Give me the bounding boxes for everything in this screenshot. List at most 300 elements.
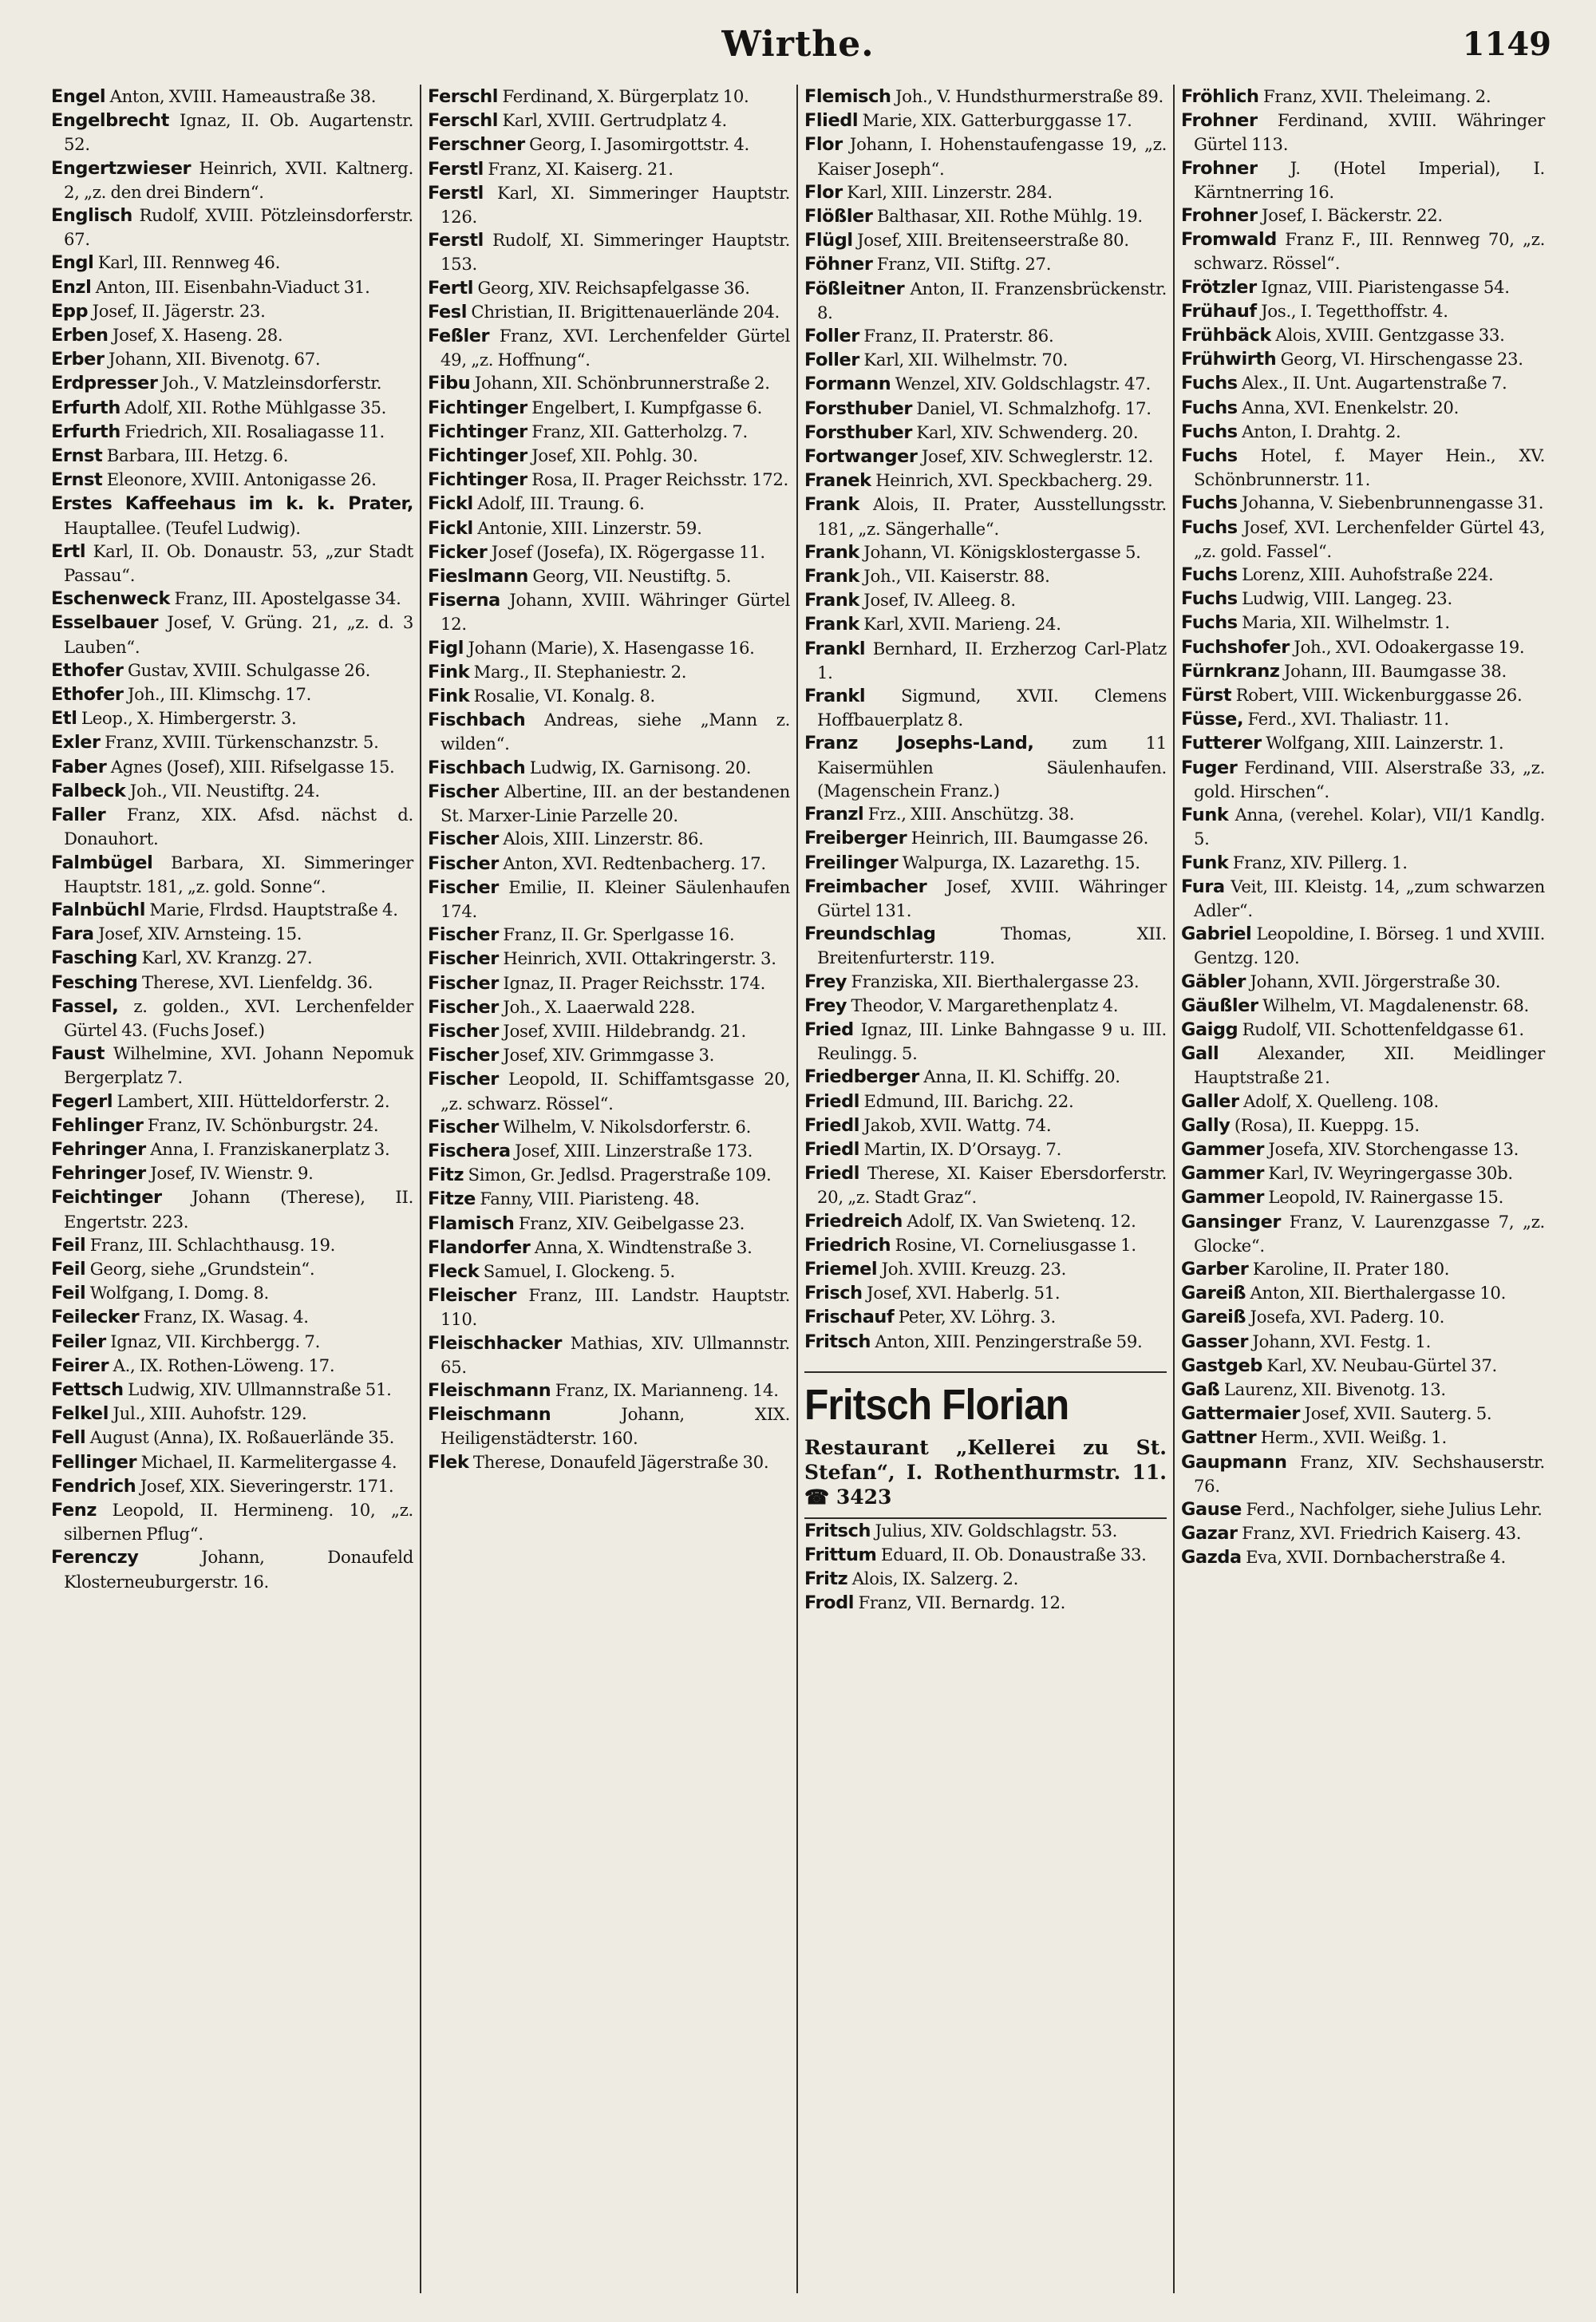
entry-gap [854,1019,861,1039]
list-item [1181,1018,1545,1042]
entry-gap [1258,158,1290,178]
list-item [428,85,790,109]
entry-details: Alois, XIII. Linzerstr. 86. [503,829,704,849]
entry-name: Frühauf [1181,300,1257,322]
entry-name: Gammer [1181,1138,1264,1160]
entry-details: Alex., II. Unt. Augartenstraße 7. [1242,373,1507,394]
list-item [1181,1137,1545,1161]
list-item [804,324,1167,348]
list-item [1181,371,1545,395]
entry-name: Erben [51,325,109,346]
entry-details: Josef, XIX. Sieveringerstr. 171. [140,1475,394,1496]
entry-details: Theodor, V. Margarethenplatz 4. [851,995,1119,1015]
list-item [428,444,790,468]
list-item [804,1090,1167,1114]
entry-details: Franz, III. Schlachthausg. 19. [89,1234,336,1255]
entry-name: Frey [804,971,847,992]
list-item [428,971,790,995]
list-item [428,1284,790,1331]
list-item [428,300,790,324]
list-item [428,923,790,947]
entry-details: Wolfgang, I. Domg. 8. [89,1283,269,1303]
entry-details: Emilie, II. Kleiner Säulenhaufen 174. [440,876,790,921]
entry-details: A., IX. Rothen-Löweng. 17. [113,1355,335,1375]
entry-name: Flemisch [804,86,891,107]
list-item [51,492,413,539]
entry-details: Franz, XI. Kaiserg. 21. [488,158,674,179]
entry-name: Frühbäck [1181,325,1271,346]
entry-details: Karl, XIV. Schwenderg. 20. [916,421,1139,442]
entry-gap [865,686,901,706]
list-item [804,922,1167,969]
entry-name: Gattermaier [1181,1403,1301,1425]
entry-details: Josef, XVII. Sauterg. 5. [1304,1403,1492,1424]
list-item [51,371,413,395]
entry-details: Lambert, XIII. Hütteldorferstr. 2. [117,1090,390,1111]
entry-name: Gaigg [1181,1019,1238,1040]
entry-details: Ludwig, IX. Garnisong. 20. [529,757,752,777]
entry-name: Fehringer [51,1138,146,1160]
list-item [804,180,1167,204]
entry-details: Ignaz, VII. Kirchbergg. 7. [110,1331,321,1351]
entry-name: Flügl [804,230,853,251]
entry-details: Anton, XVIII. Hameaustraße 38. [109,86,377,106]
entry-details: Fanny, VIII. Piaristeng. 48. [480,1189,700,1209]
entry-name: Fichtinger [428,445,527,467]
entry-details: Franz, XIX. Afsd. nächst d. Donauhort. [64,805,413,849]
list-item [804,397,1167,421]
entry-gap [1281,1212,1290,1232]
entry-name: Fischer [428,1069,499,1090]
list-item [804,348,1167,372]
entry-name: Fegerl [51,1090,113,1112]
entry-name: Formann [804,374,891,395]
entry-name: Fichtinger [428,469,527,491]
advertisement-box [804,1371,1167,1519]
entry-name: Gammer [1181,1163,1264,1185]
entry-gap [118,996,133,1016]
entry-details: Franz F., III. Rennweg 70, „z. schwarz. Rössel“. [1194,229,1546,274]
list-item [428,133,790,156]
entry-details: Franz, III. Apostelgasse 34. [174,588,401,609]
list-item [428,827,790,851]
entry-name: Garber [1181,1258,1249,1280]
list-item [428,1115,790,1139]
list-item [804,109,1167,133]
entry-details: Josef, IV. Wienstr. 9. [150,1163,314,1184]
entry-details: Leopold, IV. Rainergasse 15. [1268,1187,1504,1208]
entry-name: Ethofer [51,659,124,681]
entry-details: Rudolf, XI. Simmeringer Hauptstr. 153. [440,230,791,275]
list-item [51,85,413,109]
list-item [428,1331,790,1379]
list-item [428,228,790,275]
entry-name: Flor [804,134,843,156]
list-item [804,684,1167,731]
entry-details: Johann, XVI. Festg. 1. [1252,1331,1432,1351]
entry-details: Johanna, V. Siebenbrunnengasse 31. [1242,492,1544,513]
list-item [428,1212,790,1236]
entry-name: Frisch [804,1283,863,1304]
entry-name: Franz Josephs-Land, [804,733,1034,754]
list-item [51,1042,413,1089]
entry-details: (Rosa), II. Kueppg. 15. [1234,1114,1420,1135]
entry-name: Freimbacher [804,876,927,897]
entry-name: Gansinger [1181,1211,1282,1232]
entry-gap [499,781,504,801]
list-item [51,1161,413,1185]
entry-gap [1258,110,1278,130]
entry-details: Hauptallee. (Teufel Ludwig). [64,517,301,538]
entry-details: Lorenz, XIII. Auhofstraße 224. [1242,564,1494,585]
entry-name: Franzl [804,804,864,825]
entry-details: Marie, XIX. Gatterburggasse 17. [862,110,1132,131]
entry-name: Gazar [1181,1523,1238,1545]
list-item [804,1209,1167,1233]
entry-details: Josef, XIV. Schweglerstr. 12. [921,446,1154,467]
list-item [51,251,413,275]
entry-details: Joh., X. Laaerwald 228. [503,996,696,1017]
entry-details: Alexander, XII. Meidlinger Hauptstraße 21. [1194,1043,1545,1088]
entry-details: Mathias, XIV. Ullmannstr. 65. [440,1332,790,1377]
list-item [804,851,1167,875]
entry-details: Balthasar, XII. Rothe Mühlg. 19. [877,206,1143,227]
entry-name: Englisch [51,205,132,227]
entry-details: Josef, XIV. Grimmgasse 3. [503,1045,715,1066]
list-item [51,323,413,347]
entry-gap [843,134,850,154]
entry-details: Franz, VII. Stiftg. 27. [876,254,1052,275]
entry-details: Wilhelm, VI. Magdalenenstr. 68. [1262,995,1529,1015]
entry-details: Joh. XVIII. Kreuzg. 23. [881,1258,1067,1279]
entry-name: Engelbrecht [51,110,169,132]
entry-details: Anna, (verehel. Kolar), VII/1 Kandlg. 5. [1194,805,1546,849]
entry-name: Friedl [804,1163,860,1185]
entry-name: Ferenczy [51,1547,139,1568]
list-item [1181,587,1545,611]
entry-gap [525,710,544,730]
entry-name: Fehringer [51,1163,146,1185]
entry-details: Georg, I. Jasomirgottstr. 4. [529,134,749,155]
entry-details: Veit, III. Kleistg. 14, „zum schwarzen Adler“. [1194,876,1545,920]
entry-details: Josef, XIII. Linzerstraße 173. [515,1140,753,1161]
entry-details: Agnes (Josef), XIII. Rifselgasse 15. [110,756,395,777]
entry-details: Leop., X. Himbergerstr. 3. [81,708,297,729]
list-item [51,204,413,251]
entry-details: Johann (Therese), II. Engertstr. 223. [64,1187,413,1232]
entry-name: Fibu [428,373,471,394]
entry-details: Leopoldine, I. Börseg. 1 und XVIII. Gentzg. 120. [1194,924,1545,968]
entry-name: Enzl [51,276,92,298]
entry-name: Fritz [804,1568,848,1590]
list-item [428,420,790,444]
column-2 [421,85,798,2293]
entry-details: Karl, XV. Kranzg. 27. [141,947,313,968]
list-item [51,1185,413,1232]
entry-name: Friedl [804,1138,860,1160]
entry-details: Josef, XVI. Haberlg. 51. [867,1283,1061,1303]
entry-name: Fröhlich [1181,86,1259,107]
entry-details: Josef, XII. Pohlg. 30. [531,445,698,466]
entry-name: Frodl [804,1592,854,1614]
entry-details: Ludwig, XIV. Ullmannstraße 51. [128,1379,392,1399]
list-item [51,275,413,299]
entry-details: Josef, XIII. Breitenseerstraße 80. [857,230,1129,251]
entry-name: Gasser [1181,1331,1248,1352]
list-item [1181,563,1545,587]
entry-name: Fichtinger [428,397,527,418]
list-item [428,684,790,708]
entry-details: Josefa, XIV. Storchengasse 13. [1268,1138,1519,1159]
entry-name: Fesl [428,301,467,322]
entry-details: Anton, III. Eisenbahn-Viaduct 31. [95,276,370,297]
entry-name: Fischer [428,781,499,802]
list-item [804,421,1167,445]
column-3 [798,85,1175,2293]
entry-details: Ludwig, VIII. Langeg. 23. [1242,588,1452,609]
list-item [804,133,1167,180]
entry-name: Fleck [428,1260,480,1282]
entry-gap [1287,1452,1300,1472]
entry-name: Feil [51,1234,86,1256]
entry-details: Anton, XIII. Penzingerstraße 59. [875,1331,1143,1351]
list-item [804,1233,1167,1257]
list-item [428,1139,790,1163]
list-item [804,564,1167,588]
directory-columns [45,85,1551,2293]
entry-name: Fura [1181,876,1225,897]
entry-name: Flandorfer [428,1236,531,1258]
entry-name: Ertl [51,540,86,562]
list-item [51,1545,413,1592]
column-1 [45,85,421,2293]
entry-details: Peter, XV. Löhrg. 3. [898,1307,1056,1327]
entry-details: Josef, X. Haseng. 28. [112,325,283,346]
list-item [1181,635,1545,659]
entry-name: Engel [51,86,106,107]
entry-name: Fitze [428,1189,476,1210]
entry-name: Fiserna [428,590,500,611]
entry-name: Flößler [804,206,873,227]
list-item [51,946,413,970]
list-item [428,756,790,780]
list-item [1181,1402,1545,1426]
entry-details: Adolf, X. Quelleng. 108. [1243,1090,1439,1111]
list-item [51,730,413,754]
entry-name: Futterer [1181,733,1262,754]
entry-name: Ernst [51,469,103,491]
list-item [51,682,413,706]
entry-name: Flek [428,1451,469,1473]
entry-details: Michael, II. Karmelitergasse 4. [140,1451,397,1472]
list-item [804,277,1167,324]
entry-details: Franz, XVIII. Türkenschanzstr. 5. [105,732,379,753]
list-item [804,540,1167,564]
entry-details: zum 11 Kaisermühlen Säulenhaufen. (Magenschein Franz.) [817,733,1167,801]
list-item [51,755,413,779]
list-item [1181,875,1545,922]
list-item [1181,1114,1545,1137]
entry-name: Freundschlag [804,924,936,945]
entry-name: Eschenweck [51,588,170,610]
entry-gap [1033,733,1072,753]
entry-gap [158,612,167,632]
list-item [1181,204,1545,227]
entry-details: Ferd., XVI. Thaliastr. 11. [1247,709,1449,730]
entry-name: Galler [1181,1090,1239,1112]
list-item [804,492,1167,540]
entry-name: Frohner [1181,157,1258,179]
entry-details: Rosine, VI. Corneliusgasse 1. [895,1234,1136,1255]
entry-details: Karl, XII. Wilhelmstr. 70. [863,350,1069,370]
entry-gap [169,110,180,130]
entry-details: Barbara, XI. Simmeringer Hauptstr. 181, „z. gold. Sonne“. [64,852,413,896]
list-item [51,1450,413,1474]
entry-name: Fößleitner [804,278,905,299]
list-item [1181,516,1545,563]
entry-details: Georg, VI. Hirschengasse 23. [1280,349,1523,370]
entry-name: Fischbach [428,710,526,731]
list-item [1181,1426,1545,1450]
list-item [804,588,1167,612]
list-item [804,252,1167,276]
list-item [1181,1521,1545,1545]
entry-name: Fichtinger [428,421,527,442]
list-item [1181,1185,1545,1209]
list-item [428,708,790,755]
list-item [51,995,413,1042]
list-item [1181,109,1545,156]
entry-details: Franz, XII. Gatterholzg. 7. [531,421,748,441]
entry-name: Fried [804,1019,854,1040]
list-item [51,611,413,658]
list-item [804,445,1167,469]
entry-details: Joh., XVI. Odoakergasse 19. [1294,636,1525,657]
list-item [51,444,413,468]
entry-details: Franz, III. Landstr. Hauptstr. 110. [440,1285,791,1330]
entry-name: Faust [51,1043,105,1065]
entry-name: Engertzwieser [51,157,192,179]
entry-details: Anna, II. Kl. Schiffg. 20. [923,1066,1120,1087]
entry-name: Epp [51,300,89,322]
entry-name: Forsthuber [804,421,912,443]
entry-details: Josef, I. Bäckerstr. 22. [1262,205,1443,226]
entry-details: Franz, V. Laurenzgasse 7, „z. Glocke“. [1194,1211,1545,1256]
entry-gap [516,1285,528,1305]
entry-gap [85,541,93,561]
entry-details: Anton, I. Drahtg. 2. [1242,421,1401,441]
entry-details: Bernhard, II. Erzherzog Carl-Platz 1. [817,638,1167,682]
list-item [428,660,790,684]
list-item [51,1114,413,1137]
entry-gap [138,1547,201,1567]
entry-name: Engl [51,252,94,274]
list-item [804,228,1167,252]
list-item [804,1065,1167,1089]
list-item [1181,85,1545,109]
entry-details: Jakob, XVII. Wattg. 74. [863,1114,1052,1135]
entry-details: Karoline, II. Prater 180. [1252,1258,1450,1279]
list-item [51,156,413,204]
entry-name: Falnbüchl [51,899,145,920]
entry-name: Fritsch [804,1520,871,1541]
entry-details: Franz, II. Gr. Sperlgasse 16. [503,924,735,945]
entry-name: Forsthuber [804,398,912,419]
entry-details: Franz, XVI. Friedrich Kaiserg. 43. [1242,1523,1522,1544]
entry-details: Eduard, II. Ob. Donaustraße 33. [880,1544,1147,1564]
list-item [51,420,413,444]
entry-details: Georg, siehe „Grundstein“. [89,1258,315,1279]
list-item [428,1163,790,1187]
entry-details: Engelbert, I. Kumpfgasse 6. [531,397,763,417]
list-item [1181,491,1545,515]
entry-name: Feil [51,1283,86,1304]
entry-name: Ferschl [428,86,499,107]
entry-name: Funk [1181,805,1229,826]
entry-details: Daniel, VI. Schmalzhofg. 17. [916,398,1152,418]
entry-gap [1238,445,1261,465]
entry-gap [926,876,946,896]
list-item [1181,275,1545,299]
entry-details: Heinrich, XVII. Ottakringerstr. 3. [503,948,776,969]
entry-name: Fischer [428,948,499,970]
list-item [1181,1281,1545,1305]
entry-details: Thomas, XII. Breitenfurterstr. 119. [817,924,1167,968]
list-item [51,1354,413,1378]
list-item [428,371,790,395]
entry-details: Karl, XV. Neubau-Gürtel 37. [1266,1355,1497,1375]
entry-name: Fürst [1181,685,1232,706]
entry-gap [936,924,1001,943]
entry-name: Fink [428,686,470,707]
list-item [1181,227,1545,275]
list-item [1181,396,1545,420]
entry-details: Johann, XVII. Jörgerstraße 30. [1250,971,1501,991]
entry-details: Franz, XVII. Theleimang. 2. [1263,86,1491,106]
entry-name: Friedberger [804,1066,919,1088]
list-item [1181,1354,1545,1378]
list-item [51,803,413,850]
list-item [51,1257,413,1281]
entry-name: Figl [428,637,464,659]
entry-name: Frank [804,590,859,611]
list-item [1181,1450,1545,1497]
entry-name: Gabriel [1181,924,1252,945]
entry-details: Julius, XIV. Goldschlagstr. 53. [875,1520,1118,1541]
entry-name: Fischer [428,1020,499,1042]
entry-name: Fischer [428,876,499,898]
entry-name: Felkel [51,1403,109,1425]
list-item [1181,1161,1545,1185]
list-item [804,469,1167,492]
entry-details: Karl, IV. Weyringergasse 30b. [1268,1163,1513,1184]
entry-details: Friedrich, XII. Rosaliagasse 11. [124,421,385,441]
entry-details: Karl, II. Ob. Donaustr. 53, „zur Stadt Passau“. [64,540,414,586]
entry-details: Marg., II. Stephaniestr. 2. [473,661,687,682]
entry-details: Johann, XVIII. Währinger Gürtel 12. [440,590,790,635]
list-item [51,396,413,420]
entry-gap [191,158,199,178]
entry-details: Georg, XIV. Reichsapfelgasse 36. [477,277,750,298]
entry-details: Josef (Josefa), IX. Rögergasse 11. [491,541,765,562]
entry-name: Flor [804,181,843,203]
entry-gap [1277,229,1285,249]
entry-name: Ferstl [428,182,484,204]
entry-name: Frank [804,494,859,516]
entry-name: Fickl [428,517,473,539]
list-item [1181,683,1545,707]
entry-details: Joh., III. Klimschg. 17. [127,684,312,705]
